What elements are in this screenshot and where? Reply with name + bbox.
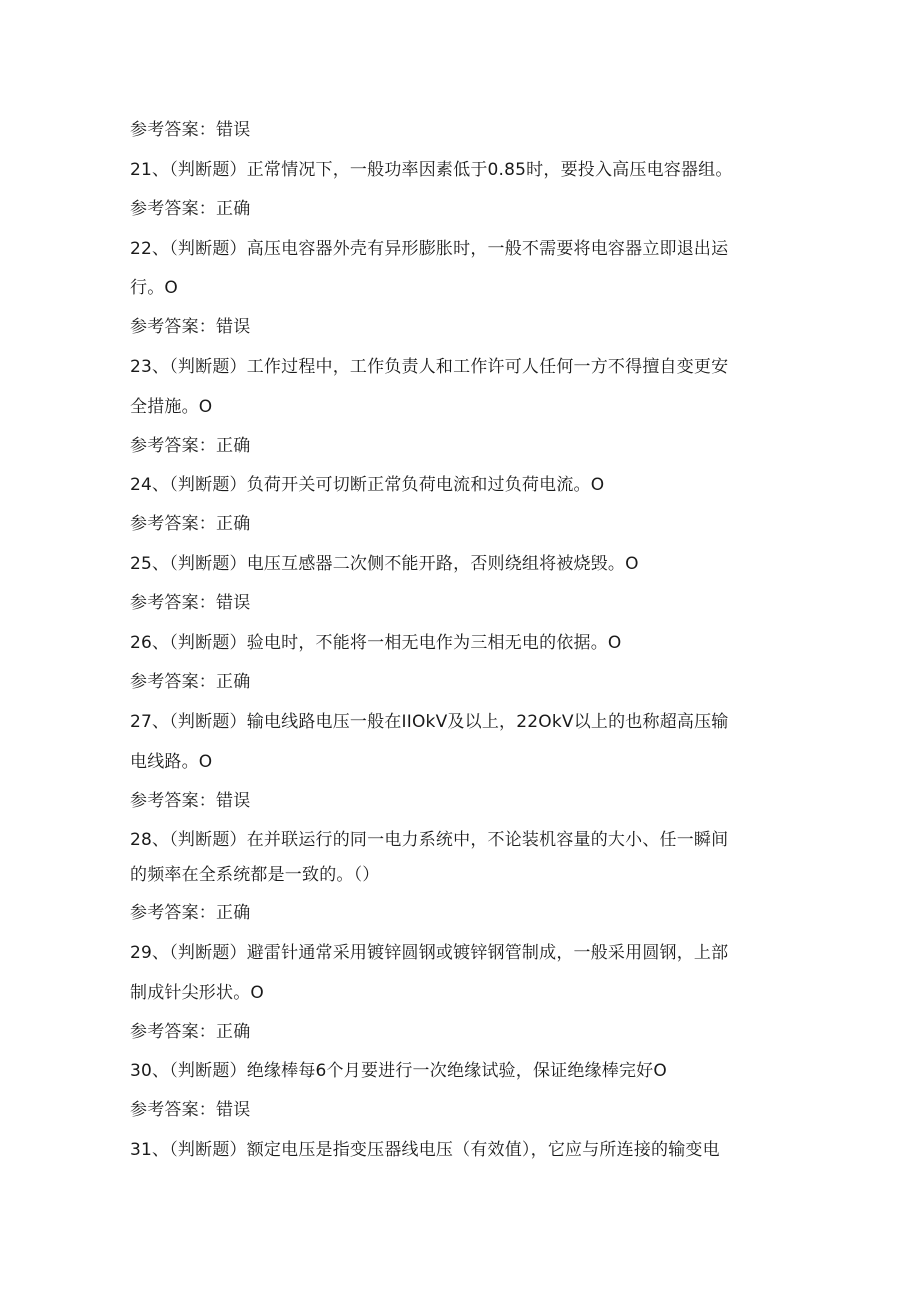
answer-line: 参考答案：错误	[130, 1100, 251, 1120]
question-29-continued: 制成针尖形状。O	[130, 983, 264, 1003]
answer-line: 参考答案：错误	[130, 120, 251, 140]
question-26: 26、（判断题）验电时，不能将一相无电作为三相无电的依据。O	[130, 633, 622, 653]
question-29: 29、（判断题）避雷针通常采用镀锌圆钢或镀锌钢管制成，一般采用圆钢，上部	[130, 943, 729, 963]
answer-line: 参考答案：错误	[130, 791, 251, 811]
question-21: 21、（判断题）正常情况下，一般功率因素低于0.85时，要投入高压电容器组。	[130, 160, 733, 180]
question-28-continued: 的频率在全系统都是一致的。（）	[130, 865, 380, 885]
question-22-continued: 行。O	[130, 278, 178, 298]
answer-line: 参考答案：正确	[130, 1022, 251, 1042]
answer-line: 参考答案：正确	[130, 514, 251, 534]
question-23-continued: 全措施。O	[130, 397, 213, 417]
answer-line: 参考答案：正确	[130, 672, 251, 692]
answer-line: 参考答案：错误	[130, 317, 251, 337]
question-27: 27、（判断题）输电线路电压一般在IIOkV及以上，22OkV以上的也称超高压输	[130, 712, 729, 732]
question-31: 31、（判断题）额定电压是指变压器线电压（有效值），它应与所连接的输变电	[130, 1140, 720, 1160]
question-25: 25、（判断题）电压互感器二次侧不能开路，否则绕组将被烧毁。O	[130, 554, 639, 574]
question-28: 28、（判断题）在并联运行的同一电力系统中，不论装机容量的大小、任一瞬间	[130, 830, 729, 850]
answer-line: 参考答案：正确	[130, 436, 251, 456]
answer-line: 参考答案：错误	[130, 593, 251, 613]
question-24: 24、（判断题）负荷开关可切断正常负荷电流和过负荷电流。O	[130, 475, 605, 495]
question-23: 23、（判断题）工作过程中，工作负责人和工作许可人任何一方不得擅自变更安	[130, 357, 729, 377]
answer-line: 参考答案：正确	[130, 199, 251, 219]
answer-line: 参考答案：正确	[130, 903, 251, 923]
question-22: 22、（判断题）高压电容器外壳有异形膨胀时，一般不需要将电容器立即退出运	[130, 239, 729, 259]
question-30: 30、（判断题）绝缘棒每6个月要进行一次绝缘试验，保证绝缘棒完好O	[130, 1061, 667, 1081]
question-27-continued: 电线路。O	[130, 752, 213, 772]
